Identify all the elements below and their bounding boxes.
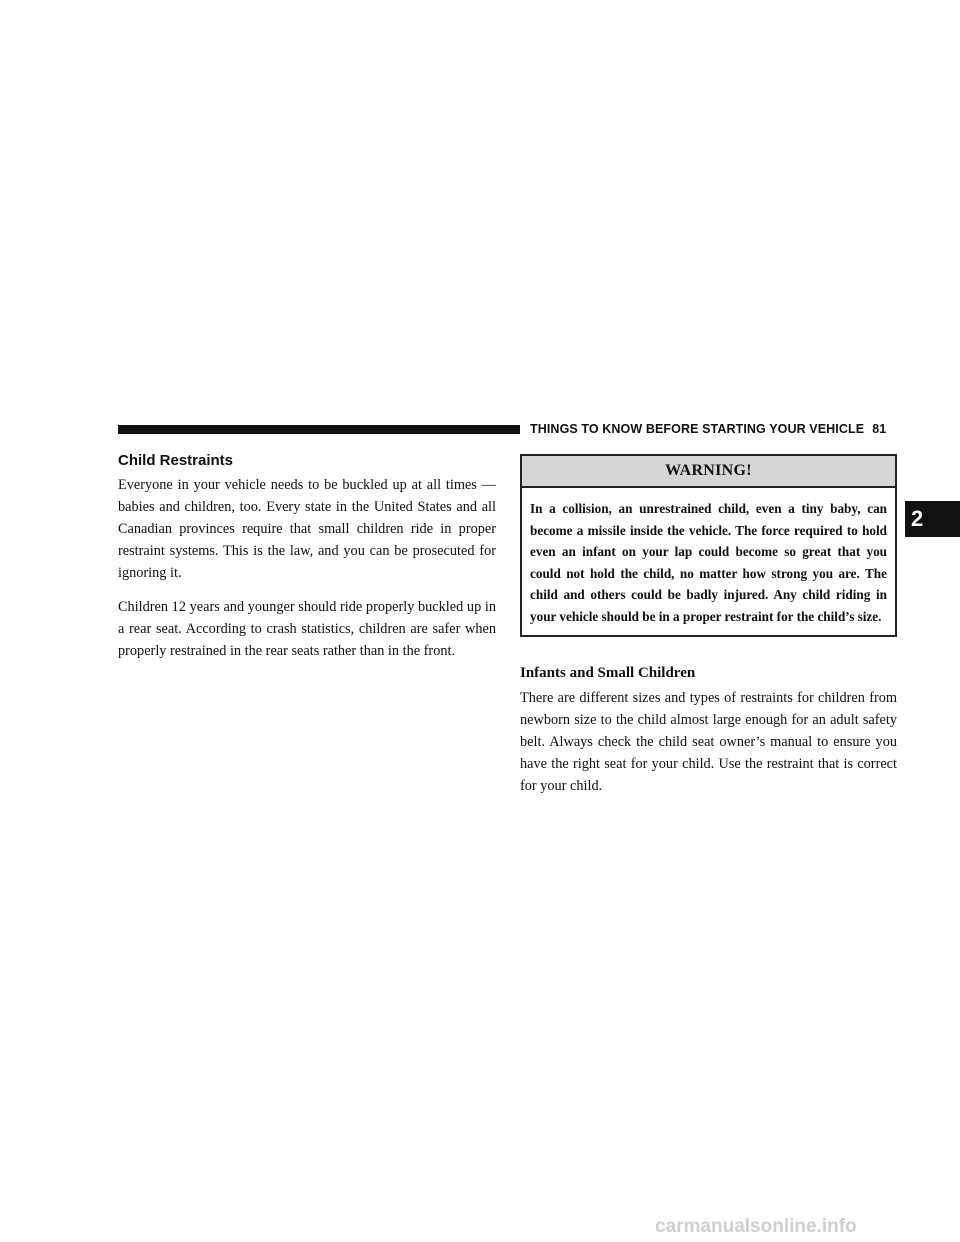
page-number: 81 (872, 422, 887, 436)
running-title: THINGS TO KNOW BEFORE STARTING YOUR VEHICLE (530, 422, 865, 436)
paragraph-infants: There are different sizes and types of restraints for children from newborn size to the child almost large enough for an adult safety belt. Always check the child seat owner’s manual to ensure you have the right seat for your child. Use the restraint that is correct for your child. (520, 690, 897, 794)
warning-box (520, 454, 897, 637)
running-header (530, 422, 910, 436)
right-column (520, 454, 897, 809)
subheading-infants: Infants and Small Children (520, 665, 696, 681)
watermark: carmanualsonline.info (655, 1216, 857, 1237)
paragraph-everyone: Everyone in your vehicle needs to be buckled up at all times — babies and children, too. Every state in the United States and all Canadian provinces require that small children ride in proper restraint systems. This is the law, and you can be prosecuted for ignoring it. (118, 477, 496, 581)
left-column (118, 452, 496, 674)
warning-text: In a collision, an unrestrained child, even a tiny baby, can become a missile inside the vehicle. The force required to hold even an infant on your lap could become so great that you could not hold the child, no matter how strong you are. The child and others could be badly injured. Any child riding in your vehicle should be in a proper restraint for the child’s size. (530, 501, 887, 624)
header-rule (118, 425, 520, 434)
warning-heading: WARNING! (522, 456, 895, 488)
paragraph-children-12: Children 12 years and younger should ride properly buckled up in a rear seat. According to crash statistics, children are safer when properly restrained in the rear seats rather than in the front. (118, 599, 496, 659)
chapter-tab: 2 (905, 501, 960, 537)
section-title: Child Restraints (118, 452, 234, 469)
